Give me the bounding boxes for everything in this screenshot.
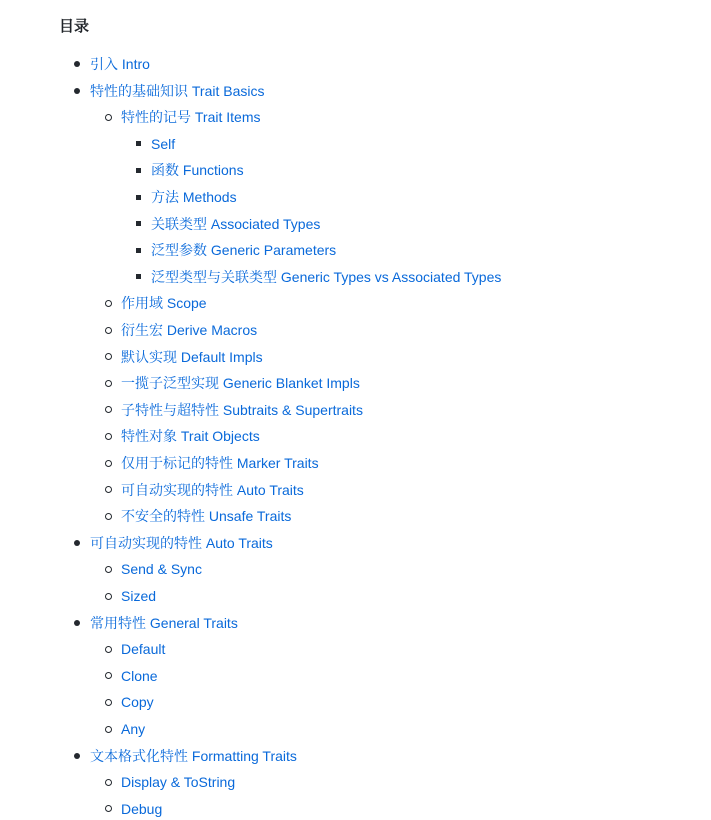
- list-bullet-icon: [105, 726, 112, 733]
- toc-link[interactable]: 关联类型 Associated Types: [151, 215, 321, 232]
- list-bullet-icon: [105, 114, 112, 121]
- list-bullet-icon: [136, 168, 141, 173]
- toc-title: 目录: [59, 18, 90, 35]
- toc-list-item: [121, 771, 235, 793]
- toc-list-item: [121, 479, 304, 501]
- toc-link[interactable]: 可自动实现的特性 Auto Traits: [90, 534, 273, 551]
- toc-link[interactable]: 子特性与超特性 Subtraits & Supertraits: [121, 401, 363, 418]
- list-bullet-icon: [105, 353, 112, 360]
- toc-link[interactable]: 特性的记号 Trait Items: [121, 109, 261, 126]
- toc-list-item: [151, 186, 237, 208]
- toc-list-item: [121, 665, 158, 687]
- toc-list-item: [121, 372, 360, 394]
- list-bullet-icon: [136, 195, 141, 200]
- toc-list-item: [121, 399, 363, 421]
- list-bullet-icon: [136, 274, 141, 279]
- toc-list-item: [121, 106, 261, 128]
- toc-list-item: [121, 691, 154, 713]
- toc-link[interactable]: Debug: [121, 800, 163, 817]
- toc-list-item: [151, 266, 501, 288]
- toc-list-item: [121, 319, 257, 341]
- toc-list-item: [121, 452, 319, 474]
- toc-link[interactable]: 作用域 Scope: [121, 295, 207, 312]
- toc-list-item: [121, 505, 291, 527]
- toc-link[interactable]: Self: [151, 135, 176, 152]
- toc-list-item: [121, 346, 263, 368]
- toc-link[interactable]: Sized: [121, 588, 157, 604]
- list-bullet-icon: [105, 300, 112, 307]
- toc-list-item: [121, 718, 145, 740]
- toc-link[interactable]: 仅用于标记的特性 Marker Traits: [121, 455, 319, 471]
- list-bullet-icon: [74, 540, 80, 546]
- toc-list-item: [151, 239, 336, 261]
- list-bullet-icon: [74, 61, 80, 67]
- toc-link[interactable]: 泛型类型与关联类型 Generic Types vs Associated Types: [151, 268, 502, 285]
- toc-link[interactable]: Copy: [121, 694, 154, 711]
- toc-list-item: [90, 612, 238, 634]
- toc-link[interactable]: 特性对象 Trait Objects: [121, 428, 260, 445]
- list-bullet-icon: [136, 221, 141, 226]
- list-bullet-icon: [105, 699, 112, 706]
- toc-link[interactable]: 方法 Methods: [151, 189, 237, 205]
- toc-link[interactable]: 文本格式化特性 Formatting Traits: [90, 747, 297, 764]
- toc-list-item: [90, 53, 150, 75]
- list-bullet-icon: [136, 141, 141, 146]
- list-bullet-icon: [105, 805, 112, 812]
- toc-list-item: [151, 213, 320, 235]
- toc-link[interactable]: 特性的基础知识 Trait Basics: [90, 82, 265, 99]
- toc-list-item: [121, 585, 156, 607]
- toc-link[interactable]: 默认实现 Default Impls: [121, 348, 263, 365]
- toc-list-item: [121, 558, 202, 580]
- toc-link[interactable]: 引入 Intro: [90, 56, 150, 72]
- list-bullet-icon: [105, 566, 112, 573]
- toc-list-item: [90, 532, 273, 554]
- toc-link[interactable]: 衍生宏 Derive Macros: [121, 322, 258, 338]
- list-bullet-icon: [74, 88, 80, 94]
- list-bullet-icon: [105, 433, 112, 440]
- toc-link[interactable]: 常用特性 General Traits: [90, 614, 238, 631]
- toc-link[interactable]: 可自动实现的特性 Auto Traits: [121, 481, 304, 498]
- toc-list-item: [151, 159, 244, 181]
- toc-link[interactable]: 不安全的特性 Unsafe Traits: [121, 508, 292, 525]
- list-bullet-icon: [105, 646, 112, 653]
- list-bullet-icon: [74, 620, 80, 626]
- list-bullet-icon: [105, 460, 112, 467]
- toc-list-item: [151, 133, 175, 155]
- toc-link[interactable]: Clone: [121, 667, 158, 684]
- toc-list-item: [90, 80, 265, 102]
- toc-link[interactable]: Display & ToString: [121, 774, 236, 791]
- toc-link[interactable]: 函数 Functions: [151, 162, 244, 179]
- list-bullet-icon: [105, 513, 112, 520]
- toc-list-item: [90, 745, 297, 767]
- list-bullet-icon: [105, 672, 112, 679]
- list-bullet-icon: [136, 248, 141, 253]
- list-bullet-icon: [105, 593, 112, 600]
- toc-list-item: [121, 292, 207, 314]
- list-bullet-icon: [74, 753, 80, 759]
- list-bullet-icon: [105, 779, 112, 786]
- toc-list-item: [121, 425, 260, 447]
- list-bullet-icon: [105, 327, 112, 334]
- toc-list-item: [121, 638, 165, 660]
- toc-link[interactable]: Send & Sync: [121, 561, 202, 578]
- toc-link[interactable]: 泛型参数 Generic Parameters: [151, 242, 337, 259]
- toc-list-item: [121, 798, 162, 820]
- toc-link[interactable]: Any: [121, 721, 146, 737]
- list-bullet-icon: [105, 486, 112, 493]
- toc-link[interactable]: Default: [121, 641, 166, 658]
- list-bullet-icon: [105, 380, 112, 387]
- list-bullet-icon: [105, 406, 112, 413]
- toc-link[interactable]: 一揽子泛型实现 Generic Blanket Impls: [121, 375, 360, 392]
